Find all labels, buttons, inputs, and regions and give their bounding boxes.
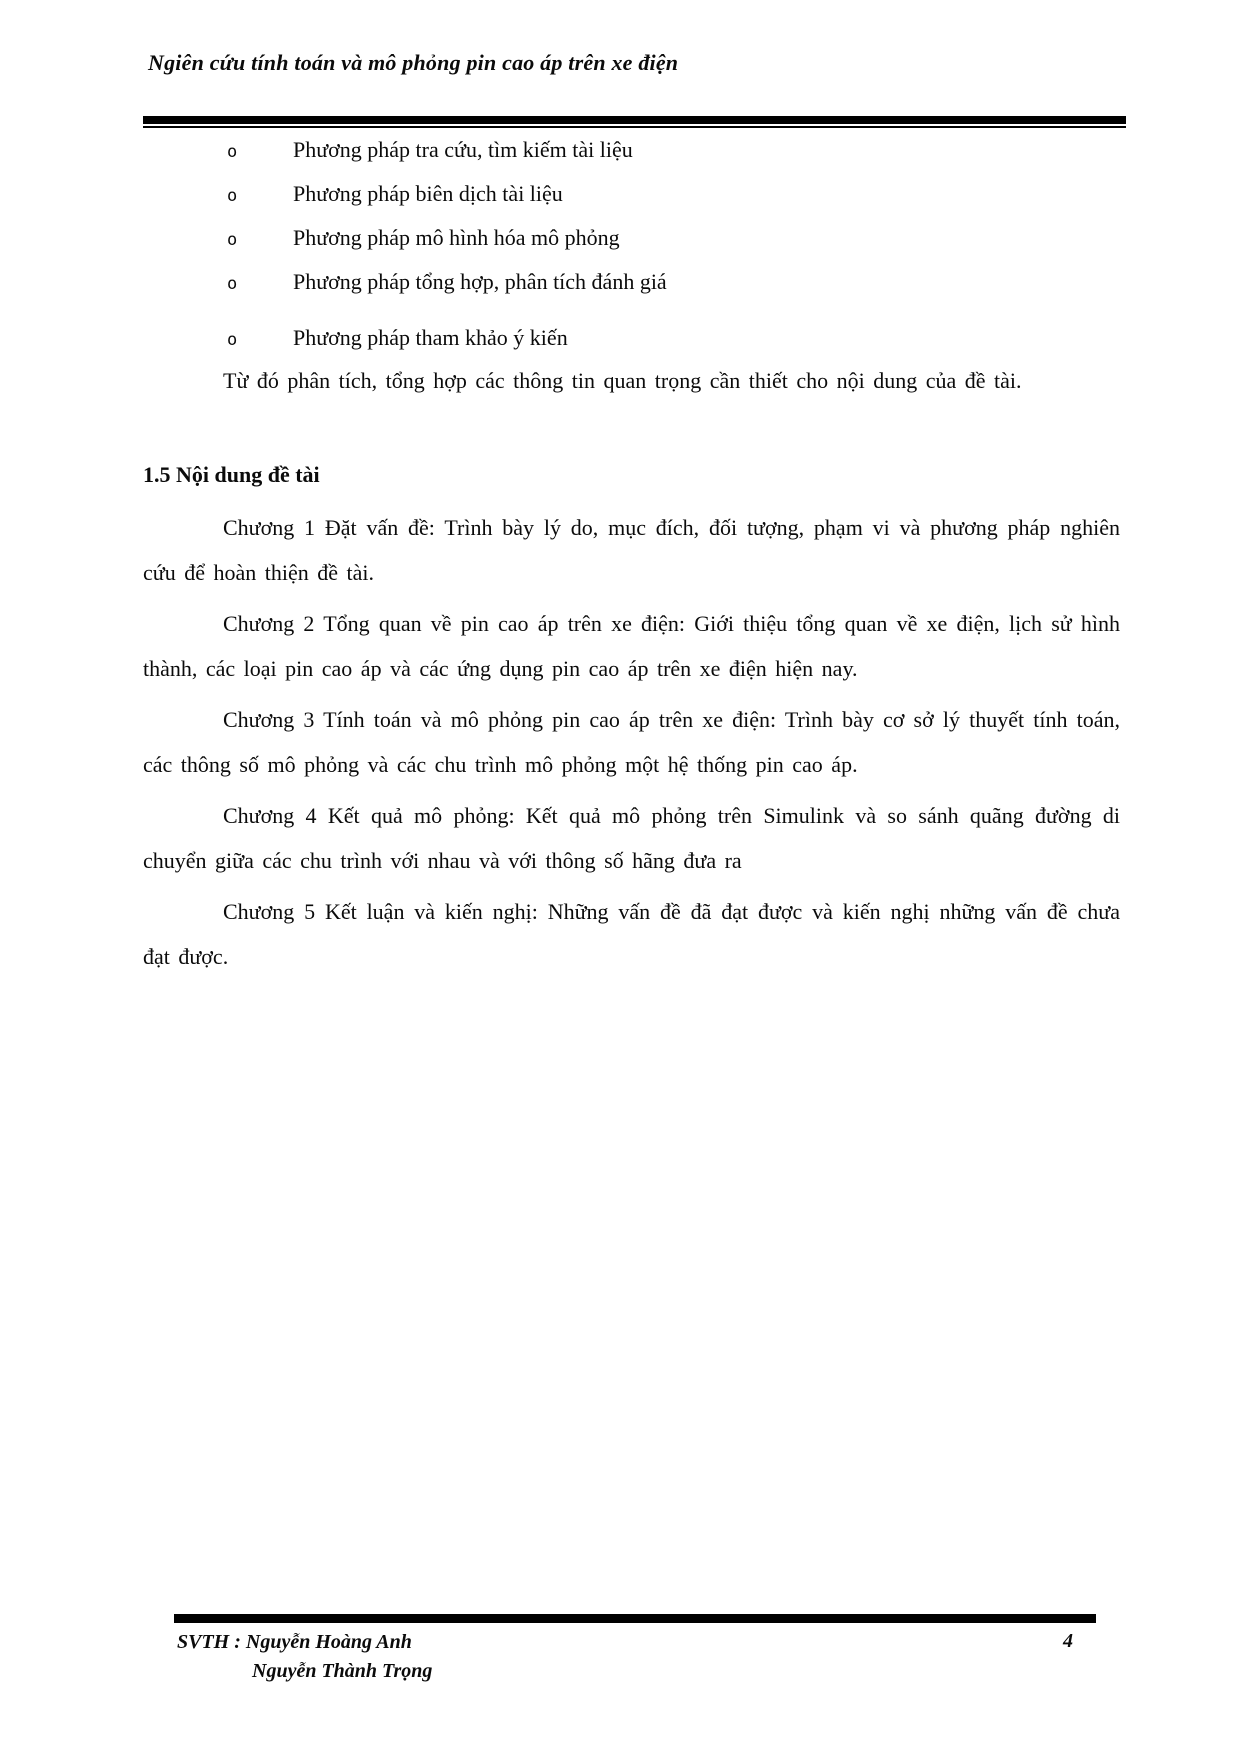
chapter-paragraph: Chương 4 Kết quả mô phỏng: Kết quả mô phỏng trên Simulink và so sánh quãng đường di chuyển giữa các chu trình với nhau và với thông số hãng đưa ra bbox=[143, 803, 1120, 873]
footer-author-block bbox=[177, 1628, 432, 1686]
chapter-paragraph: Chương 2 Tổng quan về pin cao áp trên xe điện: Giới thiệu tổng quan về xe điện, lịch sử hình thành, các loại pin cao áp và các ứng dụng pin cao áp trên xe điện hiện nay. bbox=[143, 611, 1120, 681]
bullet-item-label: Phương pháp tổng hợp, phân tích đánh giá bbox=[293, 269, 667, 294]
circle-bullet-icon: o bbox=[227, 230, 238, 250]
header-rule bbox=[143, 116, 1126, 128]
bullet-list-item bbox=[227, 224, 1047, 254]
chapter-paragraph: Chương 1 Đặt vấn đề: Trình bày lý do, mục đích, đối tượng, phạm vi và phương pháp nghiên cứu để hoàn thiện đề tài. bbox=[143, 515, 1120, 585]
circle-bullet-icon: o bbox=[227, 330, 238, 350]
footer-author-line-1: SVTH : Nguyễn Hoàng Anh bbox=[177, 1631, 412, 1653]
chapter-paragraph: Chương 3 Tính toán và mô phỏng pin cao áp trên xe điện: Trình bày cơ sở lý thuyết tính toán, các thông số mô phỏng và các chu trình mô phỏng một hệ thống pin cao áp. bbox=[143, 707, 1120, 777]
bullet-list-item bbox=[227, 268, 1047, 298]
bullet-item-label: Phương pháp tham khảo ý kiến bbox=[293, 325, 568, 350]
bullet-item-label: Phương pháp tra cứu, tìm kiếm tài liệu bbox=[293, 137, 633, 162]
bullet-list-item bbox=[227, 324, 1047, 354]
methods-bullet-list bbox=[227, 136, 1047, 368]
bullet-list-item bbox=[227, 180, 1047, 210]
circle-bullet-icon: o bbox=[227, 274, 238, 294]
summary-paragraph: Từ đó phân tích, tổng hợp các thông tin quan trọng cần thiết cho nội dung của đề tài. bbox=[223, 368, 1022, 393]
bullet-item-label: Phương pháp mô hình hóa mô phỏng bbox=[293, 225, 620, 250]
header-title: Ngiên cứu tính toán và mô phỏng pin cao áp trên xe điện bbox=[148, 50, 679, 75]
footer-author-line-2: Nguyễn Thành Trọng bbox=[252, 1660, 433, 1682]
page-number: 4 bbox=[1063, 1630, 1073, 1652]
section-heading: 1.5 Nội dung đề tài bbox=[143, 462, 320, 487]
header-rule-thick-line bbox=[143, 116, 1126, 124]
circle-bullet-icon: o bbox=[227, 186, 238, 206]
bullet-item-label: Phương pháp biên dịch tài liệu bbox=[293, 181, 563, 206]
bullet-list-item bbox=[227, 136, 1047, 166]
chapter-paragraph: Chương 5 Kết luận và kiến nghị: Những vấn đề đã đạt được và kiến nghị những vấn đề chưa đạt được. bbox=[143, 899, 1120, 969]
circle-bullet-icon: o bbox=[227, 142, 238, 162]
footer-rule bbox=[174, 1614, 1096, 1623]
chapter-paragraphs bbox=[143, 505, 1120, 985]
header-rule-thin-line bbox=[143, 126, 1126, 128]
